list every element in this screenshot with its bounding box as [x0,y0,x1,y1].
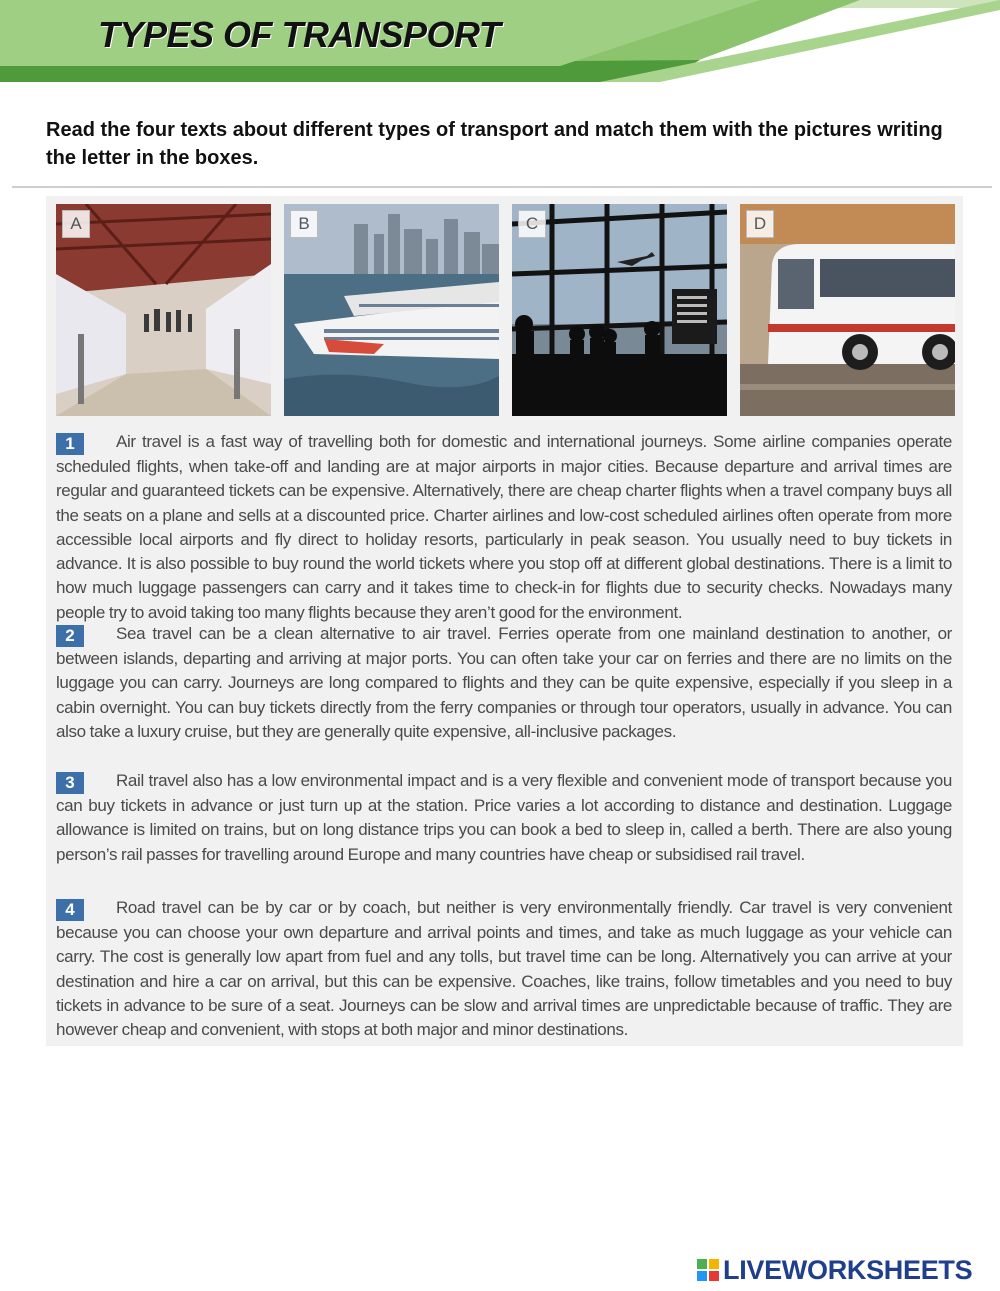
photo-c [512,204,727,416]
paragraph-body: Rail travel also has a low environmental impact and is a very flexible and convenient mode of transport because you can buy tickets in advance or just turn up at the station. Price varies a lot according to distance and destination. Luggage allowance is limited on trains, but on long distance trips you can book a bed to sleep in, called a berth. There are also young person’s rail passes for travelling around Europe and many countries have cheap or subsidised rail travel. [56,771,952,864]
photo-letter: A [62,210,90,238]
paragraph [56,430,952,625]
text-3 [56,769,952,867]
paragraph [56,896,952,1042]
photo-letter: B [290,210,318,238]
text-1 [56,430,952,625]
photo-letter: D [746,210,774,238]
divider [12,186,992,188]
paragraph-body: Sea travel can be a clean alternative to air travel. Ferries operate from one mainland destination to another, or between islands, departing and arriving at major ports. You can often take your car on ferries and there are no limits on the luggage you can carry. Journeys are long compared to flights and they can be quite expensive, especially if you sleep in a cabin overnight. You can buy tickets directly from the ferry companies or through tour operators, usually in advance. You can also take a luxury cruise, but they are generally quite expensive, all-inclusive packages. [56,624,952,741]
answer-box-4[interactable]: 4 [56,899,84,921]
photo-d [740,204,955,416]
answer-box-2[interactable]: 2 [56,625,84,647]
photo-row [56,204,956,416]
text-2 [56,622,952,744]
liveworksheets-logo-icon [697,1259,719,1281]
photo-letter: C [518,210,546,238]
liveworksheets-logo[interactable] [697,1255,972,1285]
paragraph [56,622,952,744]
paragraph-body: Road travel can be by car or by coach, but neither is very environmentally friendly. Car travel is very convenient because you can choose your own departure and arrival points and times, and take as much luggage as your vehicle can carry. The cost is generally low apart from fuel and any tolls, but travel time can be long. Alternatively you can arrive at your destination and hire a car on arrival, but this can be expensive. Coaches, like trains, follow timetables and you need to buy tickets in advance to be sure of a seat. Journeys can be slow and arrival times are unpredictable because of traffic. They are however cheap and convenient, with stops at both major and minor destinations. [56,898,952,1040]
instructions-text: Read the four texts about different types of transport and match them with the pictures writing the letter in the boxes. [46,119,943,169]
photo-b [284,204,499,416]
answer-box-1[interactable]: 1 [56,433,84,455]
page-title: TYPES OF TRANSPORT [98,14,501,55]
logo-text: LIVEWORKSHEETS [723,1254,973,1285]
worksheet-panel [46,196,963,1046]
answer-box-3[interactable]: 3 [56,772,84,794]
paragraph [56,769,952,867]
text-4 [56,896,952,1042]
photo-a [56,204,271,416]
header-banner [0,0,1000,82]
paragraph-body: Air travel is a fast way of travelling both for domestic and international journeys. Some airline companies operate scheduled flights, when take-off and landing are at major airports in major cities. Because departure and arrival times are regular and guaranteed tickets can be expensive. Alternatively, there are cheap charter flights when a travel company buys all the seats on a plane and sells at a discounted price. Charter airlines and low-cost scheduled airlines often operate from more accessible local airports and fly direct to holiday resorts, particularly in peak season. You usually need to buy tickets in advance. It is also possible to buy round the world tickets where you stop off at different global destinations. There is a limit to how much luggage passengers can carry and it takes time to check-in for flights due to security checks. Nowadays many people try to avoid taking too many flights because they aren’t good for the environment. [56,432,952,622]
